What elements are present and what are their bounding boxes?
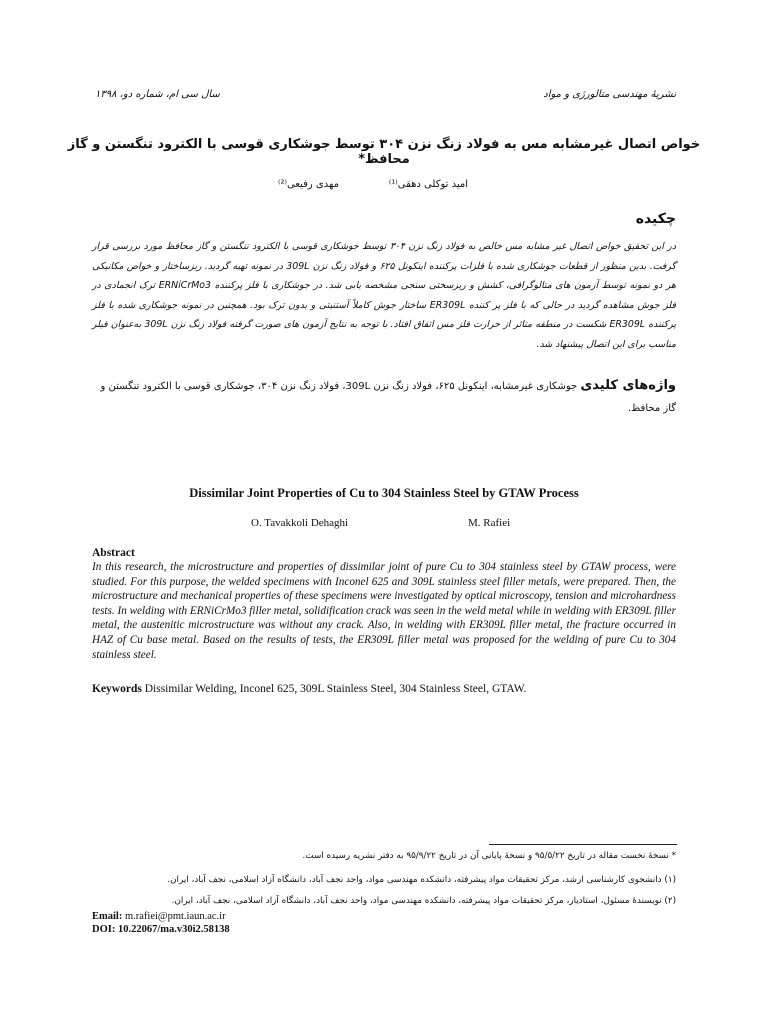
persian-abstract-heading: چکیده [635, 211, 676, 227]
issue-info: سال سی ام، شماره دو، ۱۳۹۸ [95, 89, 220, 100]
english-author-2: M. Rafiei [468, 517, 511, 529]
doi[interactable]: DOI: 10.22067/ma.v30i2.58138 [92, 924, 230, 935]
persian-author-2: مهدی رفیعی⁽²⁾ [278, 179, 339, 190]
footnote-author-2: (۲) نویسندهٔ مسئول، استادیار، مرکز تحقیقات مواد پیشرفته، دانشکده مهندسی مواد، واحد نجف آباد، دانشگاه آزاد اسلامی، نجف آباد، ایران. [171, 896, 676, 906]
persian-keywords [92, 375, 676, 420]
email-label: Email: [92, 911, 123, 922]
email-address[interactable]: m.rafiei@pmt.iaun.ac.ir [122, 911, 226, 922]
english-keywords-heading: Keywords [92, 683, 142, 695]
english-keywords-text: Dissimilar Welding, Inconel 625, 309L Stainless Steel, 304 Stainless Steel, GTAW. [141, 683, 527, 695]
footnote-divider [489, 844, 677, 845]
persian-keywords-heading: واژه‌های کلیدی [580, 378, 676, 393]
english-keywords [92, 683, 526, 695]
journal-name: نشریهٔ مهندسی متالورژی و مواد [543, 89, 676, 100]
english-abstract-body: In this research, the microstructure and properties of dissimilar joint of pure Cu to 304 stainless steel by GTAW process, were studied. For this purpose, the welded specimens with Inconel 625 and 309L stainless steel filler metals, were prepared. Then, the microstructure and mechanical properties of these specimens were investigated by optical microscopy, tension and microhardness tests. In welding with ERNiCrMo3 filler metal, solidification crack was seen in the weld metal while in welding with ER309L filler metal, the austenitic microstructure was without any crack. Also, in welding with ER309L filler metal, the fracture occurred in HAZ of Cu base metal. Based on the results of tests, the ER309L filler metal was proposed for the welding of pure Cu to 304 stainless steel. [92, 561, 676, 661]
persian-title: خواص اتصال غیرمشابه مس به فولاد زنگ نزن ۳۰۴ توسط جوشکاری قوسی با الکترود تنگستن و گاز محافظ* [67, 137, 701, 167]
persian-keywords-text: جوشکاری غیرمشابه، اینکونل ۶۲۵، فولاد زنگ نزن 309L، فولاد زنگ نزن ۳۰۴، جوشکاری قوسی با الکترود تنگستن و گاز محافظ. [100, 381, 676, 414]
persian-abstract-body: در این تحقیق خواص اتصال غیر مشابه مس خالص به فولاد زنگ نزن ۳۰۴ توسط جوشکاری قوسی با الکترود تنگستن و گاز محافظ مورد بررسی قرار گرفت. بدین منظور از قطعات جوشکاری شده با فلزات پرکننده اینکونل ۶۲۵ و فولاد زنگ نزن 309L در نمونه تهیه گردید. ریزساختار و خواص مکانیکی هر دو نمونه توسط آزمون های متالوگرافی، کشش و ریزسختی سنجی مشخصه یابی شد. در جوشکاری با فلز پرکننده ERNiCrMo3 ترک انجمادی در فلز جوش مشاهده گردید در حالی که با فلز پر کننده ER309L ساختار جوش کاملاً آستنیتی و بدون ترک بود. همچنین در نمونه جوشکاری شده با فلز پرکننده ER309L شکست در منطقه متاثر از حرارت فلز مس اتفاق افتاد. با توجه به نتایج آزمون های صورت گرفته فولاد زنگ نزن 309L به‌عنوان فیلر مناسب برای این اتصال پیشنهاد شد. [92, 241, 677, 350]
english-author-1: O. Tavakkoli Dehaghi [251, 517, 349, 529]
footnote-author-1: (۱) دانشجوی کارشناسی ارشد، مرکز تحقیقات مواد پیشرفته، دانشکده مهندسی مواد، واحد نجف آباد، دانشگاه آزاد اسلامی، نجف آباد، ایران. [167, 875, 676, 885]
contact-email [92, 911, 226, 922]
persian-author-1: امید توکلی دهقی⁽¹⁾ [388, 179, 468, 190]
footnote-received-dates: * نسخهٔ نخست مقاله در تاریخ ۹۵/۵/۲۲ و نسخهٔ پایانی آن در تاریخ ۹۵/۹/۲۲ به دفتر نشریه رسیده است. [302, 851, 676, 861]
english-abstract-heading: Abstract [92, 547, 135, 559]
english-title: Dissimilar Joint Properties of Cu to 304 Stainless Steel by GTAW Process [189, 486, 579, 500]
